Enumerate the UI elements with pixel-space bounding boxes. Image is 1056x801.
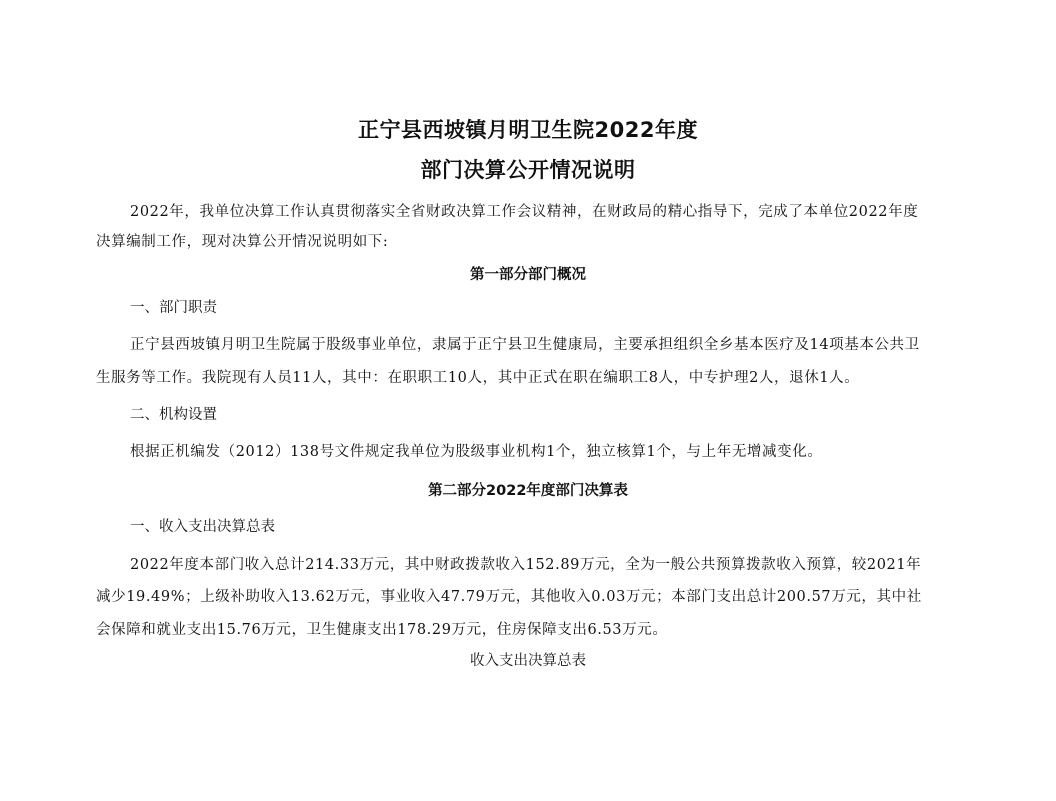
summary-line-2: 减少19.49%；上级补助收入13.62万元，事业收入47.79万元，其他收入0.03万元；本部门支出总计200.57万元，其中社: [96, 589, 922, 605]
page-subtitle: 部门决算公开情况说明: [420, 158, 636, 182]
duty-line-2: 生服务等工作。我院现有人员11人，其中：在职职工10人，其中正式在职在编职工8人，中专护理2人，退休1人。: [96, 370, 860, 386]
intro-line-1: 2022年，我单位决算工作认真贯彻落实全省财政决算工作会议精神，在财政局的精心指导下，完成了本单位2022年度: [130, 204, 919, 220]
section-org-heading: 二、机构设置: [130, 407, 217, 423]
table-caption: 收入支出决算总表: [470, 653, 586, 669]
summary-line-3: 会保障和就业支出15.76万元，卫生健康支出178.29万元，住房保障支出6.53万元。: [96, 622, 668, 638]
duty-line-1: 正宁县西坡镇月明卫生院属于股级事业单位，隶属于正宁县卫生健康局，主要承担组织全乡基本医疗及14项基本公共卫: [130, 337, 920, 353]
part2-heading: 第二部分2022年度部门决算表: [428, 483, 628, 499]
page-title: 正宁县西坡镇月明卫生院2022年度: [358, 118, 698, 142]
intro-line-2: 决算编制工作，现对决算公开情况说明如下:: [96, 234, 389, 250]
section-summary-heading: 一、收入支出决算总表: [130, 519, 275, 535]
part1-heading: 第一部分部门概况: [470, 267, 586, 283]
section-duty-heading: 一、部门职责: [130, 300, 217, 316]
org-line: 根据正机编发（2012）138号文件规定我单位为股级事业机构1个，独立核算1个，与上年无增减变化。: [130, 444, 823, 460]
summary-line-1: 2022年度本部门收入总计214.33万元，其中财政拨款收入152.89万元，全为一般公共预算拨款收入预算，较2021年: [130, 557, 922, 573]
